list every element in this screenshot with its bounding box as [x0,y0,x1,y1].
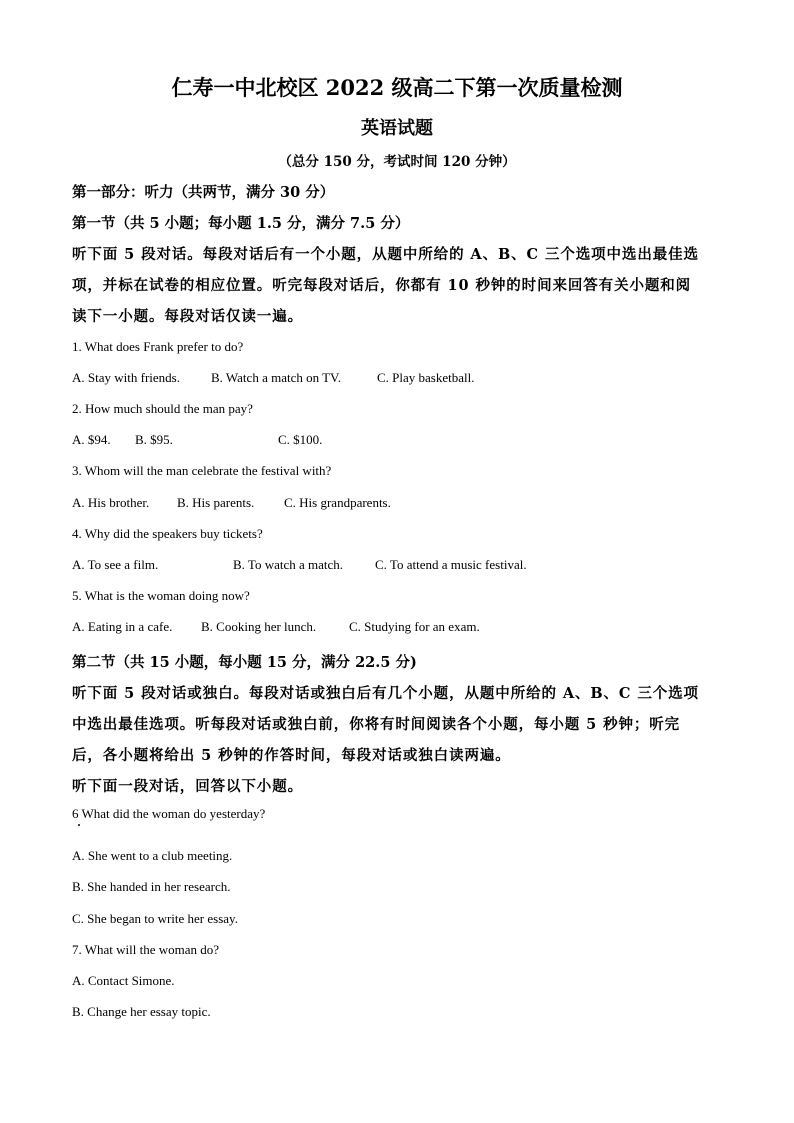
part1-heading: 第一部分：听力（共两节，满分 30 分） [72,184,335,201]
option-c: C. Play basketball. [377,370,475,385]
section2-instruction-line: 中选出最佳选项。听每段对话或独白前，你将有时间阅读各个小题，每小题 5 秒钟；听完 [72,716,681,733]
section1-instruction-line: 读下一小题。每段对话仅读一遍。 [72,308,303,325]
option-b: B. His parents. [177,495,255,510]
section2-instruction-line: 听下面 5 段对话或独白。每段对话或独白后有几个小题，从题中所给的 A、B、C 三个选项 [72,685,699,702]
option-a: A. Eating in a cafe. [72,619,173,634]
option-b: B. To watch a match. [233,557,344,572]
score-time-note: （总分 150 分，考试时间 120 分钟） [278,154,516,170]
option-a: A. Stay with friends. [72,370,180,385]
question-stem: 6 What did the woman do yesterday? [72,806,266,821]
question-stem: 3. Whom will the man celebrate the festival with? [72,463,332,478]
option-b: B. Watch a match on TV. [211,370,342,385]
option-c: C. To attend a music festival. [375,557,527,572]
option-b: B. She handed in her research. [72,879,231,894]
section2-instruction-line: 后，各小题将给出 5 秒钟的作答时间，每段对话或独白读两遍。 [72,747,511,764]
question-stem: 2. How much should the man pay? [72,401,253,416]
option-c: C. $100. [278,432,323,447]
option-a: A. $94. [72,432,111,447]
option-b: B. $95. [135,432,173,447]
question-stem: 5. What is the woman doing now? [72,588,250,603]
section1-instruction-line: 项，并标在试卷的相应位置。听完每段对话后，你都有 10 秒钟的时间来回答有关小题和阅 [72,277,692,294]
question-stem: 7. What will the woman do? [72,942,220,957]
section1-heading: 第一节（共 5 小题；每小题 1.5 分，满分 7.5 分） [72,215,410,232]
stray-mark [78,824,80,826]
option-a: A. To see a film. [72,557,159,572]
subject-title: 英语试题 [361,118,433,139]
option-c: C. His grandparents. [284,495,391,510]
option-a: A. Contact Simone. [72,973,175,988]
exam-title: 仁寿一中北校区 2022 级高二下第一次质量检测 [171,75,623,100]
option-a: A. His brother. [72,495,150,510]
section1-instruction-line: 听下面 5 段对话。每段对话后有一个小题，从题中所给的 A、B、C 三个选项中选出最佳选 [72,246,699,263]
section2-heading: 第二节（共 15 小题，每小题 15 分，满分 22.5 分) [72,654,417,671]
listening-prompt: 听下面一段对话，回答以下小题。 [72,778,303,795]
question-stem: 4. Why did the speakers buy tickets? [72,526,263,541]
question-stem: 1. What does Frank prefer to do? [72,339,244,354]
option-a: A. She went to a club meeting. [72,848,233,863]
option-c: C. Studying for an exam. [349,619,480,634]
option-c: C. She began to write her essay. [72,911,238,926]
option-b: B. Change her essay topic. [72,1004,211,1019]
option-b: B. Cooking her lunch. [201,619,317,634]
